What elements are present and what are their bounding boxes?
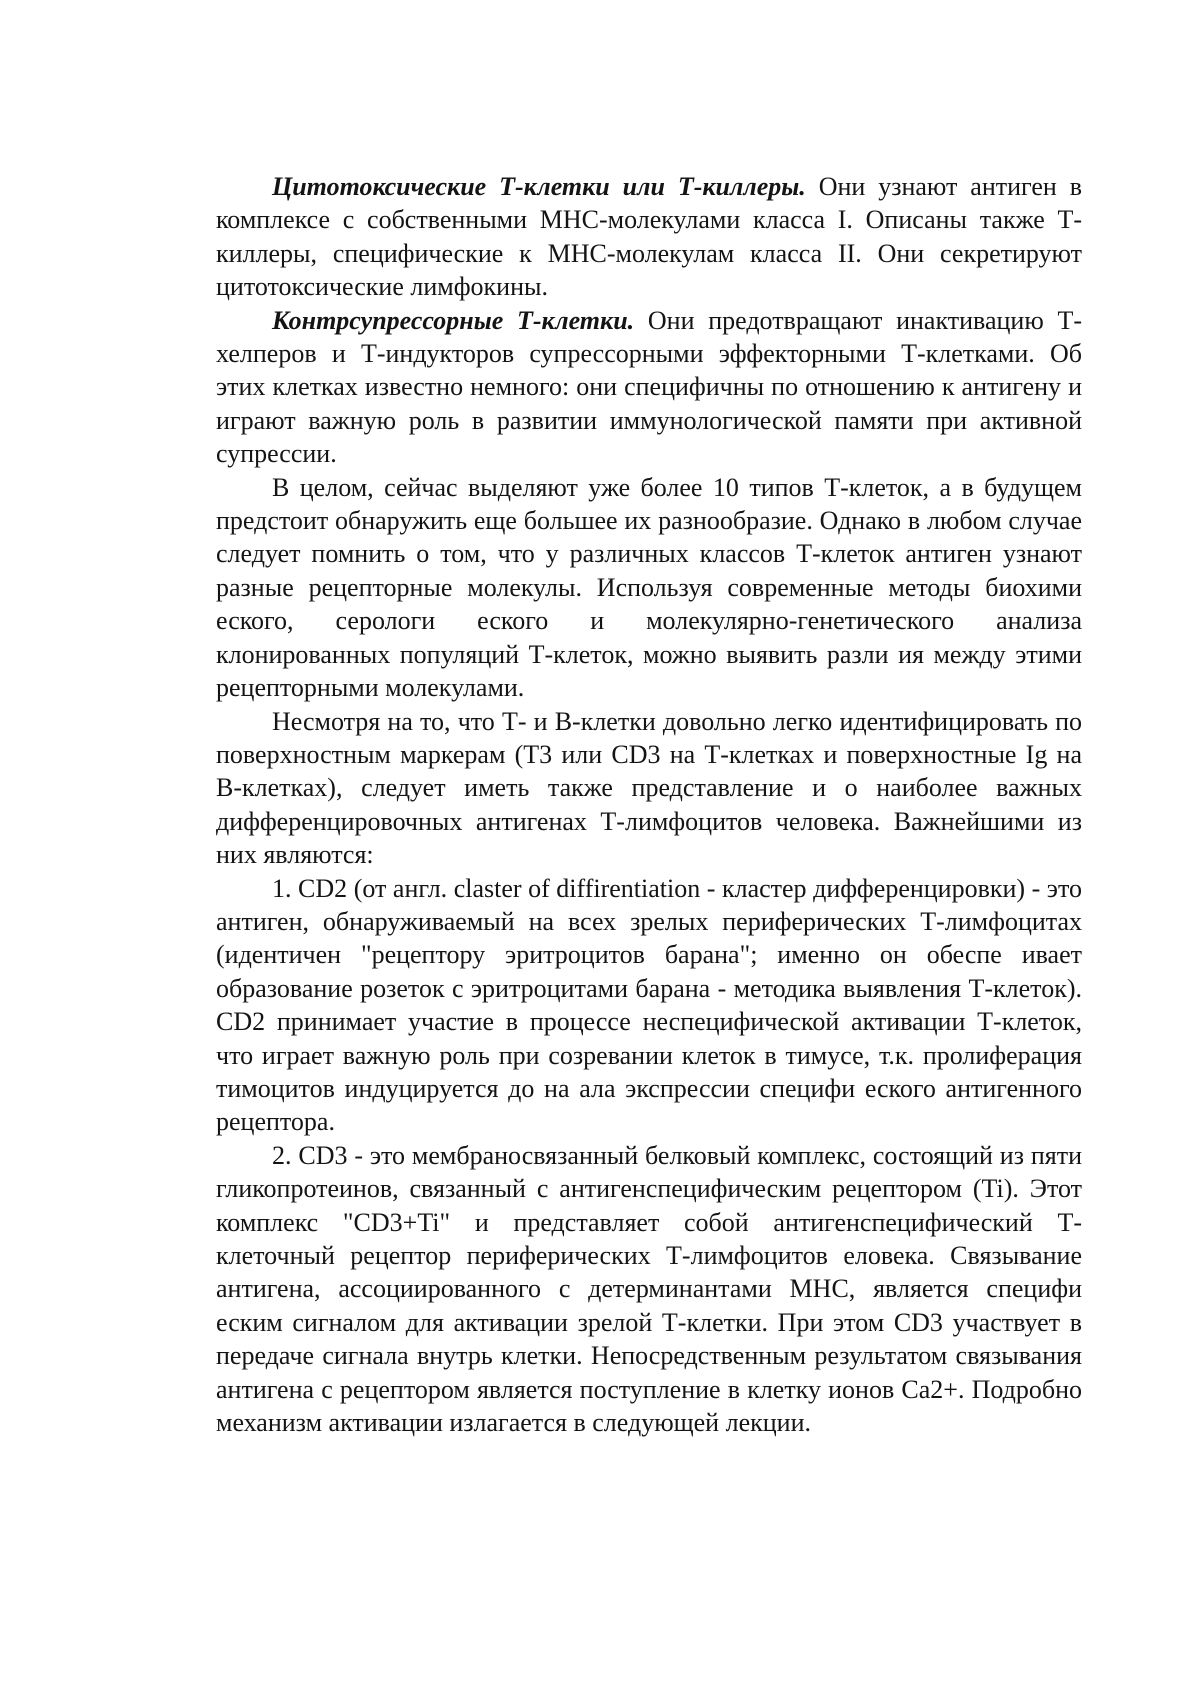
paragraph-t-cell-types: [216, 471, 1082, 705]
paragraph-text: Они предотвращают инактивацию Т-хелперов и Т-индукторов супрессорными эффекторными Т-клетками. Об этих клетках известно немного: они специфичны по отношению к антигену и играют важную роль в развитии иммунологической памяти при активной супрессии.: [216, 305, 1083, 469]
paragraph-text: Они узнают антиген в комплексе с собственными МНС-молекулами класса I. Описаны также Т-киллеры, специфические к МНС-молекулам класса II. Они секретируют цитотоксические лимфокины.: [216, 172, 1082, 302]
body-text: [216, 170, 1082, 1439]
paragraph-text: 1. CD2 (от англ. claster of diffirentiation - кластер дифференцировки) - это антиген, обнаруживаемый на всех зрелых периферических Т-лимфоцитах (идентичен "рецептору эритроцитов барана"; именно он обеспе ивает образование розеток с эритроцитами барана - методика выявления Т-клеток). CD2 принимает участие в процессе неспецифической активации Т-клеток, что играет важную роль при созревании клеток в тимусе, т.к. пролиферация тимоцитов индуцируется до на ала экспрессии специфи еского антигенного рецептора.: [216, 873, 1082, 1137]
paragraph-text: Несмотря на то, что Т- и В-клетки довольно легко идентифицировать по поверхностным маркерам (Т3 или CD3 на Т-клетках и поверхностные Ig на В-клетках), следует иметь также представление и о наиболее важных дифференцировочных антигенах Т-лимфоцитов человека. Важнейшими из них являются:: [216, 706, 1082, 870]
paragraph-cytotoxic-t-cells: [216, 170, 1082, 304]
paragraph-heading: Цитотоксические Т-клетки или Т-киллеры.: [272, 172, 806, 201]
paragraph-heading: Контрсупрессорные Т-клетки.: [272, 305, 635, 335]
paragraph-text: В целом, сейчас выделяют уже более 10 типов Т-клеток, а в будущем предстоит обнаружить еще большее их разнообразие. Однако в любом случае следует помнить о том, что у различных классов Т-клеток антиген узнают разные рецепторные молекулы. Используя современные методы биохими еского, серологи еского и молекулярно-генетического анализа клонированных популяций Т-клеток, можно выявить разли ия между этими рецепторными молекулами.: [216, 472, 1082, 703]
paragraph-text: 2. CD3 - это мембраносвязанный белковый комплекс, состоящий из пяти гликопротеинов, связанный с антигенспецифическим рецептором (Ti). Этот комплекс "CD3+Ti" и представляет собой антигенспецифический Т-клеточный рецептор периферических Т-лимфоцитов еловека. Связывание антигена, ассоциированного с детерминантами МНС, является специфи еским сигналом для активации зрелой Т-клетки. При этом CD3 участвует в передаче сигнала внутрь клетки. Непосредственным результатом связывания антигена с рецептором является поступление в клетку ионов Са2+. Подробно механизм активации излагается в следующей лекции.: [216, 1140, 1082, 1438]
list-item-cd2: [216, 872, 1082, 1139]
paragraph-contrasuppressor-t-cells: [216, 304, 1082, 471]
list-item-cd3: [216, 1139, 1082, 1440]
paragraph-surface-markers: [216, 705, 1082, 872]
